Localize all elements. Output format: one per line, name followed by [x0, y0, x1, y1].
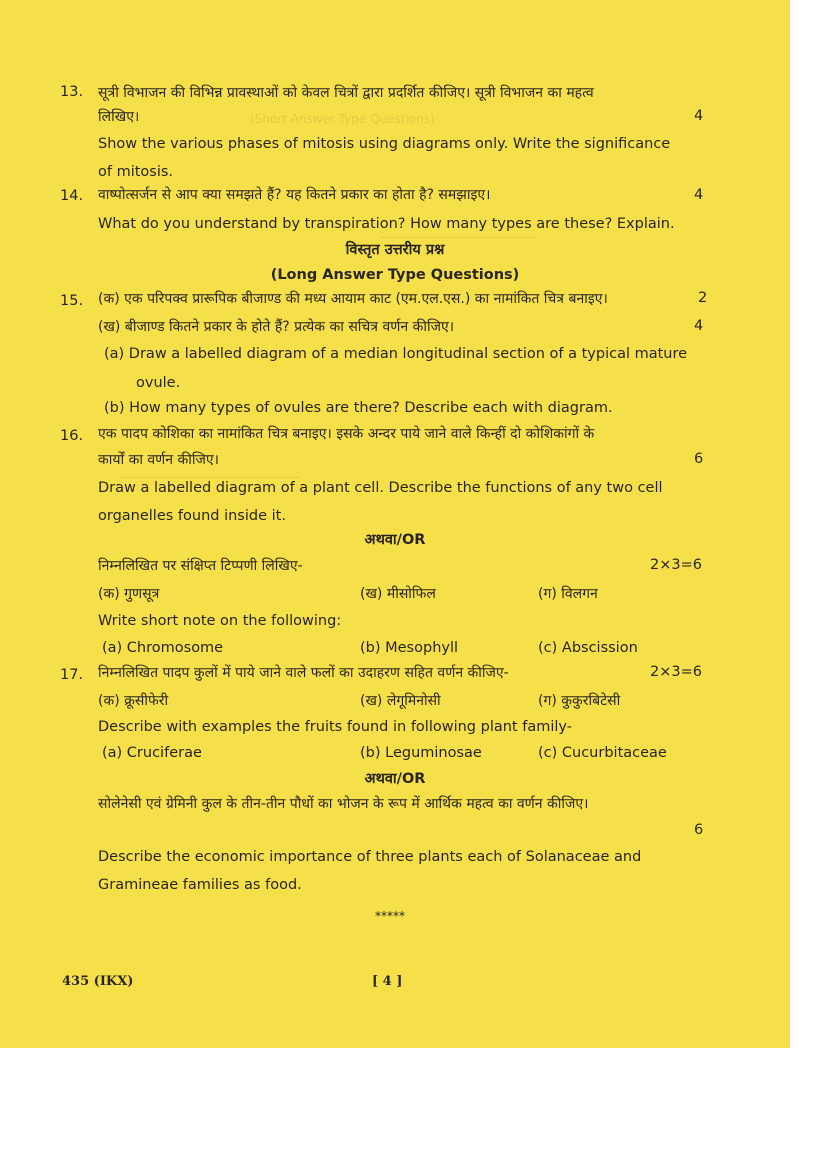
section-heading-hindi: विस्तृत उत्तरीय प्रश्न: [345, 242, 445, 258]
q17-option-hindi: (क) क्रूसीफेरी: [98, 693, 169, 709]
q17-option-hindi: (ग) कुकुरबिटेसी: [538, 693, 621, 709]
q17-english: Describe with examples the fruits found in following plant family-: [98, 719, 572, 735]
question-number: 15.: [60, 293, 84, 309]
q13-hindi-line2: लिखिए।: [98, 109, 140, 125]
q16-alt-english: Write short note on the following:: [98, 613, 342, 629]
q16-alt-option-hindi: (क) गुणसूत्र: [98, 586, 160, 602]
q17-option-english: (a) Cruciferae: [102, 745, 202, 761]
q14-marks: 4: [694, 187, 704, 203]
q13-english-line2: of mitosis.: [98, 164, 174, 180]
q17-option-hindi: (ख) लेगूमिनोसी: [360, 693, 441, 709]
q16-alt-option-english: (a) Chromosome: [102, 640, 224, 656]
q17-option-english: (c) Cucurbitaceae: [538, 745, 667, 761]
q16-english-line1: Draw a labelled diagram of a plant cell. Describe the functions of any two cell: [98, 480, 663, 496]
or-separator: अथवा/OR: [364, 532, 426, 548]
q15b-hindi: (ख) बीजाण्ड कितने प्रकार के होते हैं? प्रत्येक का सचित्र वर्णन कीजिए।: [98, 319, 455, 335]
q16-alt-marks: 2×3=6: [650, 557, 702, 573]
q13-marks: 4: [694, 108, 704, 124]
q13-hindi-line1: सूत्री विभाजन की विभिन्न प्रावस्थाओं को केवल चित्रों द्वारा प्रदर्शित कीजिए। सूत्री विभाजन का महत्व: [98, 85, 594, 101]
question-number: 16.: [60, 428, 84, 444]
bleed-through-text: —————————————: [380, 230, 536, 244]
q15a-hindi: (क) एक परिपक्व प्रारूपिक बीजाण्ड की मध्य आयाम काट (एम.एल.एस.) का नामांकित चित्र बनाइए।: [98, 291, 608, 307]
q15b-english: (b) How many types of ovules are there? Describe each with diagram.: [104, 400, 613, 416]
bleed-through-text: (Short Answer Type Questions): [250, 112, 435, 126]
q16-alt-hindi: निम्नलिखित पर संक्षिप्त टिप्पणी लिखिए-: [98, 558, 303, 574]
q16-alt-option-hindi: (ख) मीसोफिल: [360, 586, 436, 602]
section-heading-english: (Long Answer Type Questions): [270, 267, 520, 283]
q17-alt-english-line1: Describe the economic importance of three plants each of Solanaceae and: [98, 849, 642, 865]
q15a-marks: 2: [698, 290, 708, 306]
page-number: [ 4 ]: [372, 974, 403, 989]
q16-hindi-line2: कार्यों का वर्णन कीजिए।: [98, 452, 219, 468]
q17-alt-hindi: सोलेनेसी एवं ग्रेमिनी कुल के तीन-तीन पौधों का भोजन के रूप में आर्थिक महत्व का वर्णन कीजिए।: [98, 796, 589, 812]
question-number: 14.: [60, 188, 84, 204]
end-of-paper-mark: *****: [375, 909, 405, 923]
q16-alt-option-english: (b) Mesophyll: [360, 640, 459, 656]
q16-english-line2: organelles found inside it.: [98, 508, 286, 524]
q15a-english-line2: ovule.: [136, 375, 181, 391]
q16-alt-option-hindi: (ग) विलगन: [538, 586, 598, 602]
scan-margin: [790, 0, 827, 1050]
q16-hindi-line1: एक पादप कोशिका का नामांकित चित्र बनाइए। इसके अन्दर पाये जाने वाले किन्हीं दो कोशिकांगों के: [98, 426, 595, 442]
q14-english: What do you understand by transpiration? How many types are these? Explain.: [98, 216, 675, 232]
q17-alt-marks: 6: [694, 822, 704, 838]
q17-alt-english-line2: Gramineae families as food.: [98, 877, 302, 893]
question-number: 17.: [60, 667, 84, 683]
or-separator: अथवा/OR: [364, 771, 426, 787]
bleed-through-text: ———————————————: [120, 470, 300, 484]
q17-option-english: (b) Leguminosae: [360, 745, 482, 761]
q17-hindi: निम्नलिखित पादप कुलों में पाये जाने वाले फलों का उदाहरण सहित वर्णन कीजिए-: [98, 665, 509, 681]
q13-english-line1: Show the various phases of mitosis using diagrams only. Write the significance: [98, 136, 671, 152]
q17-marks: 2×3=6: [650, 664, 702, 680]
q15b-marks: 4: [694, 318, 704, 334]
q16-marks: 6: [694, 451, 704, 467]
q14-hindi: वाष्पोत्सर्जन से आप क्या समझते हैं? यह कितने प्रकार का होता है? समझाइए।: [98, 187, 491, 203]
q16-alt-option-english: (c) Abscission: [538, 640, 638, 656]
question-number: 13.: [60, 84, 84, 100]
paper-code: 435 (IKX): [62, 974, 134, 989]
q15a-english-line1: (a) Draw a labelled diagram of a median longitudinal section of a typical mature: [104, 346, 688, 362]
